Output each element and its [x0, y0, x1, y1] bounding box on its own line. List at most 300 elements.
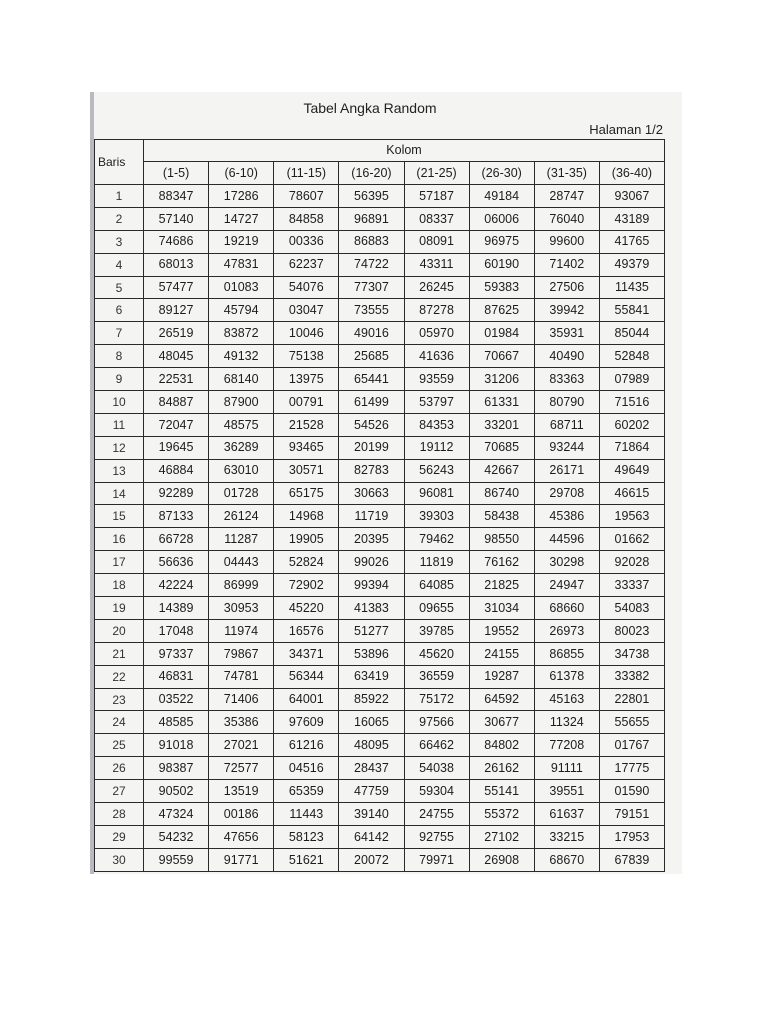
table-cell: 17286 — [209, 185, 274, 208]
table-cell: 26908 — [469, 848, 534, 871]
table-cell: 79867 — [209, 642, 274, 665]
table-cell: 91018 — [144, 734, 209, 757]
table-cell: 52824 — [274, 551, 339, 574]
table-cell: 47759 — [339, 780, 404, 803]
table-cell: 65175 — [274, 482, 339, 505]
table-cell: 11974 — [209, 619, 274, 642]
table-row — [95, 665, 665, 688]
table-cell: 14727 — [209, 207, 274, 230]
table-cell: 47324 — [144, 803, 209, 826]
table-cell: 79151 — [599, 803, 664, 826]
row-number: 13 — [95, 459, 144, 482]
table-cell: 99600 — [534, 230, 599, 253]
row-number: 26 — [95, 757, 144, 780]
table-cell: 64085 — [404, 574, 469, 597]
table-cell: 57477 — [144, 276, 209, 299]
table-cell: 49016 — [339, 322, 404, 345]
random-number-table — [94, 139, 665, 872]
table-cell: 45794 — [209, 299, 274, 322]
table-cell: 51621 — [274, 848, 339, 871]
table-cell: 93244 — [534, 436, 599, 459]
table-row — [95, 642, 665, 665]
row-number: 24 — [95, 711, 144, 734]
table-cell: 01662 — [599, 528, 664, 551]
table-cell: 01984 — [469, 322, 534, 345]
table-cell: 19563 — [599, 505, 664, 528]
table-row — [95, 803, 665, 826]
table-row — [95, 322, 665, 345]
table-cell: 41383 — [339, 597, 404, 620]
table-cell: 57187 — [404, 185, 469, 208]
table-cell: 27102 — [469, 825, 534, 848]
table-cell: 20395 — [339, 528, 404, 551]
table-cell: 41765 — [599, 230, 664, 253]
table-cell: 43189 — [599, 207, 664, 230]
table-cell: 61216 — [274, 734, 339, 757]
table-cell: 45620 — [404, 642, 469, 665]
table-cell: 58438 — [469, 505, 534, 528]
table-cell: 91111 — [534, 757, 599, 780]
column-header: (26-30) — [469, 162, 534, 185]
table-cell: 96081 — [404, 482, 469, 505]
table-cell: 39785 — [404, 619, 469, 642]
table-cell: 65359 — [274, 780, 339, 803]
table-cell: 99026 — [339, 551, 404, 574]
table-cell: 74781 — [209, 665, 274, 688]
table-cell: 49379 — [599, 253, 664, 276]
table-cell: 40490 — [534, 345, 599, 368]
table-cell: 30953 — [209, 597, 274, 620]
table-cell: 14968 — [274, 505, 339, 528]
row-number: 8 — [95, 345, 144, 368]
table-cell: 39140 — [339, 803, 404, 826]
table-cell: 19645 — [144, 436, 209, 459]
table-row — [95, 597, 665, 620]
table-row — [95, 345, 665, 368]
table-cell: 36559 — [404, 665, 469, 688]
table-cell: 72902 — [274, 574, 339, 597]
table-cell: 63010 — [209, 459, 274, 482]
table-cell: 43311 — [404, 253, 469, 276]
table-cell: 24947 — [534, 574, 599, 597]
table-cell: 68660 — [534, 597, 599, 620]
table-cell: 05970 — [404, 322, 469, 345]
table-cell: 07989 — [599, 368, 664, 391]
table-cell: 26124 — [209, 505, 274, 528]
table-cell: 04443 — [209, 551, 274, 574]
table-cell: 75172 — [404, 688, 469, 711]
table-cell: 83872 — [209, 322, 274, 345]
table-cell: 89127 — [144, 299, 209, 322]
table-cell: 04516 — [274, 757, 339, 780]
column-header: (16-20) — [339, 162, 404, 185]
table-cell: 87625 — [469, 299, 534, 322]
table-cell: 47656 — [209, 825, 274, 848]
table-cell: 84858 — [274, 207, 339, 230]
table-cell: 45163 — [534, 688, 599, 711]
table-cell: 54083 — [599, 597, 664, 620]
table-row — [95, 413, 665, 436]
table-cell: 46831 — [144, 665, 209, 688]
table-cell: 76162 — [469, 551, 534, 574]
table-cell: 26171 — [534, 459, 599, 482]
row-number: 7 — [95, 322, 144, 345]
table-cell: 68670 — [534, 848, 599, 871]
table-cell: 59304 — [404, 780, 469, 803]
table-cell: 27506 — [534, 276, 599, 299]
table-cell: 33201 — [469, 413, 534, 436]
table-row — [95, 253, 665, 276]
table-cell: 97609 — [274, 711, 339, 734]
table-cell: 86855 — [534, 642, 599, 665]
table-cell: 77307 — [339, 276, 404, 299]
table-cell: 92289 — [144, 482, 209, 505]
page-label: Halaman 1/2 — [589, 122, 663, 137]
table-row — [95, 780, 665, 803]
table-cell: 87133 — [144, 505, 209, 528]
table-cell: 46884 — [144, 459, 209, 482]
table-cell: 41636 — [404, 345, 469, 368]
row-number: 17 — [95, 551, 144, 574]
table-cell: 93067 — [599, 185, 664, 208]
table-cell: 93559 — [404, 368, 469, 391]
table-cell: 42224 — [144, 574, 209, 597]
row-number: 23 — [95, 688, 144, 711]
table-row — [95, 757, 665, 780]
table-cell: 19552 — [469, 619, 534, 642]
table-cell: 79971 — [404, 848, 469, 871]
table-cell: 66462 — [404, 734, 469, 757]
table-cell: 61331 — [469, 391, 534, 414]
table-cell: 76040 — [534, 207, 599, 230]
table-cell: 21825 — [469, 574, 534, 597]
row-number: 21 — [95, 642, 144, 665]
column-header: (31-35) — [534, 162, 599, 185]
table-cell: 88347 — [144, 185, 209, 208]
table-row — [95, 825, 665, 848]
table-cell: 61637 — [534, 803, 599, 826]
table-cell: 21528 — [274, 413, 339, 436]
table-cell: 48045 — [144, 345, 209, 368]
row-number: 19 — [95, 597, 144, 620]
table-cell: 27021 — [209, 734, 274, 757]
row-number: 29 — [95, 825, 144, 848]
table-cell: 91771 — [209, 848, 274, 871]
table-cell: 87278 — [404, 299, 469, 322]
table-row — [95, 619, 665, 642]
table-cell: 49184 — [469, 185, 534, 208]
row-number: 27 — [95, 780, 144, 803]
table-cell: 70667 — [469, 345, 534, 368]
table-cell: 68711 — [534, 413, 599, 436]
table-cell: 24755 — [404, 803, 469, 826]
table-cell: 58123 — [274, 825, 339, 848]
table-cell: 49132 — [209, 345, 274, 368]
column-header: (36-40) — [599, 162, 664, 185]
table-cell: 60190 — [469, 253, 534, 276]
table-cell: 48585 — [144, 711, 209, 734]
table-cell: 74686 — [144, 230, 209, 253]
table-cell: 59383 — [469, 276, 534, 299]
table-cell: 99559 — [144, 848, 209, 871]
table-cell: 29708 — [534, 482, 599, 505]
table-cell: 11324 — [534, 711, 599, 734]
column-header: (6-10) — [209, 162, 274, 185]
row-number: 30 — [95, 848, 144, 871]
table-cell: 92755 — [404, 825, 469, 848]
table-cell: 30571 — [274, 459, 339, 482]
table-cell: 87900 — [209, 391, 274, 414]
table-cell: 33215 — [534, 825, 599, 848]
document-title: Tabel Angka Random — [303, 100, 437, 116]
table-cell: 96975 — [469, 230, 534, 253]
table-cell: 39303 — [404, 505, 469, 528]
table-row — [95, 276, 665, 299]
table-cell: 82783 — [339, 459, 404, 482]
table-cell: 08337 — [404, 207, 469, 230]
table-cell: 77208 — [534, 734, 599, 757]
table-cell: 06006 — [469, 207, 534, 230]
table-cell: 13975 — [274, 368, 339, 391]
table-cell: 56636 — [144, 551, 209, 574]
table-row — [95, 551, 665, 574]
row-number: 10 — [95, 391, 144, 414]
table-cell: 56344 — [274, 665, 339, 688]
row-number: 2 — [95, 207, 144, 230]
table-row — [95, 459, 665, 482]
table-cell: 19219 — [209, 230, 274, 253]
table-cell: 48575 — [209, 413, 274, 436]
column-header-row — [95, 162, 665, 185]
table-cell: 45386 — [534, 505, 599, 528]
table-cell: 44596 — [534, 528, 599, 551]
table-cell: 86740 — [469, 482, 534, 505]
table-cell: 08091 — [404, 230, 469, 253]
table-cell: 31206 — [469, 368, 534, 391]
table-cell: 11819 — [404, 551, 469, 574]
row-number: 12 — [95, 436, 144, 459]
table-cell: 34738 — [599, 642, 664, 665]
table-cell: 03522 — [144, 688, 209, 711]
table-cell: 97566 — [404, 711, 469, 734]
table-cell: 39551 — [534, 780, 599, 803]
table-cell: 83363 — [534, 368, 599, 391]
table-cell: 85922 — [339, 688, 404, 711]
table-cell: 73555 — [339, 299, 404, 322]
table-cell: 84802 — [469, 734, 534, 757]
table-cell: 78607 — [274, 185, 339, 208]
table-row — [95, 207, 665, 230]
table-cell: 30663 — [339, 482, 404, 505]
row-number: 16 — [95, 528, 144, 551]
table-cell: 71864 — [599, 436, 664, 459]
row-number: 25 — [95, 734, 144, 757]
table-cell: 72047 — [144, 413, 209, 436]
row-number: 18 — [95, 574, 144, 597]
row-number: 4 — [95, 253, 144, 276]
column-header: (1-5) — [144, 162, 209, 185]
table-cell: 54232 — [144, 825, 209, 848]
table-row — [95, 368, 665, 391]
table-cell: 74722 — [339, 253, 404, 276]
table-row — [95, 528, 665, 551]
table-cell: 64592 — [469, 688, 534, 711]
table-cell: 26162 — [469, 757, 534, 780]
row-number: 11 — [95, 413, 144, 436]
table-cell: 28747 — [534, 185, 599, 208]
table-cell: 35386 — [209, 711, 274, 734]
table-cell: 57140 — [144, 207, 209, 230]
table-cell: 33337 — [599, 574, 664, 597]
table-cell: 11287 — [209, 528, 274, 551]
table-cell: 17775 — [599, 757, 664, 780]
table-cell: 22531 — [144, 368, 209, 391]
table-cell: 63419 — [339, 665, 404, 688]
table-cell: 64001 — [274, 688, 339, 711]
column-header: (21-25) — [404, 162, 469, 185]
table-cell: 71402 — [534, 253, 599, 276]
table-cell: 10046 — [274, 322, 339, 345]
table-cell: 66728 — [144, 528, 209, 551]
table-cell: 09655 — [404, 597, 469, 620]
table-cell: 14389 — [144, 597, 209, 620]
table-cell: 45220 — [274, 597, 339, 620]
table-cell: 42667 — [469, 459, 534, 482]
row-number: 20 — [95, 619, 144, 642]
table-cell: 98387 — [144, 757, 209, 780]
table-cell: 67839 — [599, 848, 664, 871]
row-header: Baris — [95, 140, 144, 185]
row-number: 1 — [95, 185, 144, 208]
table-cell: 11443 — [274, 803, 339, 826]
group-header: Kolom — [144, 140, 665, 162]
table-cell: 01590 — [599, 780, 664, 803]
table-cell: 65441 — [339, 368, 404, 391]
table-cell: 79462 — [404, 528, 469, 551]
table-cell: 90502 — [144, 780, 209, 803]
table-cell: 48095 — [339, 734, 404, 757]
table-cell: 47831 — [209, 253, 274, 276]
table-row — [95, 688, 665, 711]
table-cell: 19112 — [404, 436, 469, 459]
table-cell: 52848 — [599, 345, 664, 368]
table-cell: 01767 — [599, 734, 664, 757]
table-cell: 17048 — [144, 619, 209, 642]
table-cell: 55841 — [599, 299, 664, 322]
table-cell: 17953 — [599, 825, 664, 848]
table-cell: 46615 — [599, 482, 664, 505]
table-cell: 00791 — [274, 391, 339, 414]
table-cell: 11435 — [599, 276, 664, 299]
table-cell: 68013 — [144, 253, 209, 276]
row-number: 6 — [95, 299, 144, 322]
table-cell: 98550 — [469, 528, 534, 551]
table-row — [95, 574, 665, 597]
table-cell: 62237 — [274, 253, 339, 276]
table-cell: 13519 — [209, 780, 274, 803]
table-cell: 54526 — [339, 413, 404, 436]
table-cell: 01728 — [209, 482, 274, 505]
table-cell: 26519 — [144, 322, 209, 345]
table-cell: 11719 — [339, 505, 404, 528]
table-cell: 75138 — [274, 345, 339, 368]
table-cell: 71516 — [599, 391, 664, 414]
table-cell: 49649 — [599, 459, 664, 482]
table-cell: 55372 — [469, 803, 534, 826]
table-row — [95, 436, 665, 459]
table-row — [95, 848, 665, 871]
table-cell: 93465 — [274, 436, 339, 459]
table-cell: 68140 — [209, 368, 274, 391]
row-number: 15 — [95, 505, 144, 528]
table-cell: 31034 — [469, 597, 534, 620]
table-cell: 97337 — [144, 642, 209, 665]
table-row — [95, 230, 665, 253]
row-number: 22 — [95, 665, 144, 688]
row-number: 5 — [95, 276, 144, 299]
table-row — [95, 482, 665, 505]
table-cell: 34371 — [274, 642, 339, 665]
row-number: 28 — [95, 803, 144, 826]
table-cell: 61378 — [534, 665, 599, 688]
table-cell: 51277 — [339, 619, 404, 642]
table-cell: 85044 — [599, 322, 664, 345]
table-cell: 56243 — [404, 459, 469, 482]
table-cell: 72577 — [209, 757, 274, 780]
table-cell: 39942 — [534, 299, 599, 322]
table-cell: 64142 — [339, 825, 404, 848]
table-cell: 16576 — [274, 619, 339, 642]
table-cell: 86999 — [209, 574, 274, 597]
table-cell: 30298 — [534, 551, 599, 574]
table-cell: 99394 — [339, 574, 404, 597]
row-number: 14 — [95, 482, 144, 505]
table-cell: 00186 — [209, 803, 274, 826]
table-cell: 16065 — [339, 711, 404, 734]
table-cell: 53896 — [339, 642, 404, 665]
table-cell: 35931 — [534, 322, 599, 345]
table-cell: 96891 — [339, 207, 404, 230]
table-cell: 84353 — [404, 413, 469, 436]
table-cell: 55141 — [469, 780, 534, 803]
table-cell: 33382 — [599, 665, 664, 688]
table-cell: 61499 — [339, 391, 404, 414]
table-cell: 36289 — [209, 436, 274, 459]
table-cell: 71406 — [209, 688, 274, 711]
column-header: (11-15) — [274, 162, 339, 185]
row-number: 3 — [95, 230, 144, 253]
table-cell: 53797 — [404, 391, 469, 414]
table-cell: 30677 — [469, 711, 534, 734]
table-cell: 19287 — [469, 665, 534, 688]
table-body — [95, 185, 665, 872]
table-cell: 24155 — [469, 642, 534, 665]
table-cell: 28437 — [339, 757, 404, 780]
table-row — [95, 505, 665, 528]
table-cell: 03047 — [274, 299, 339, 322]
table-cell: 20199 — [339, 436, 404, 459]
table-cell: 84887 — [144, 391, 209, 414]
table-cell: 01083 — [209, 276, 274, 299]
table-cell: 00336 — [274, 230, 339, 253]
table-cell: 86883 — [339, 230, 404, 253]
table-cell: 54038 — [404, 757, 469, 780]
table-row — [95, 734, 665, 757]
table-cell: 55655 — [599, 711, 664, 734]
table-cell: 25685 — [339, 345, 404, 368]
table-cell: 70685 — [469, 436, 534, 459]
table-cell: 26245 — [404, 276, 469, 299]
